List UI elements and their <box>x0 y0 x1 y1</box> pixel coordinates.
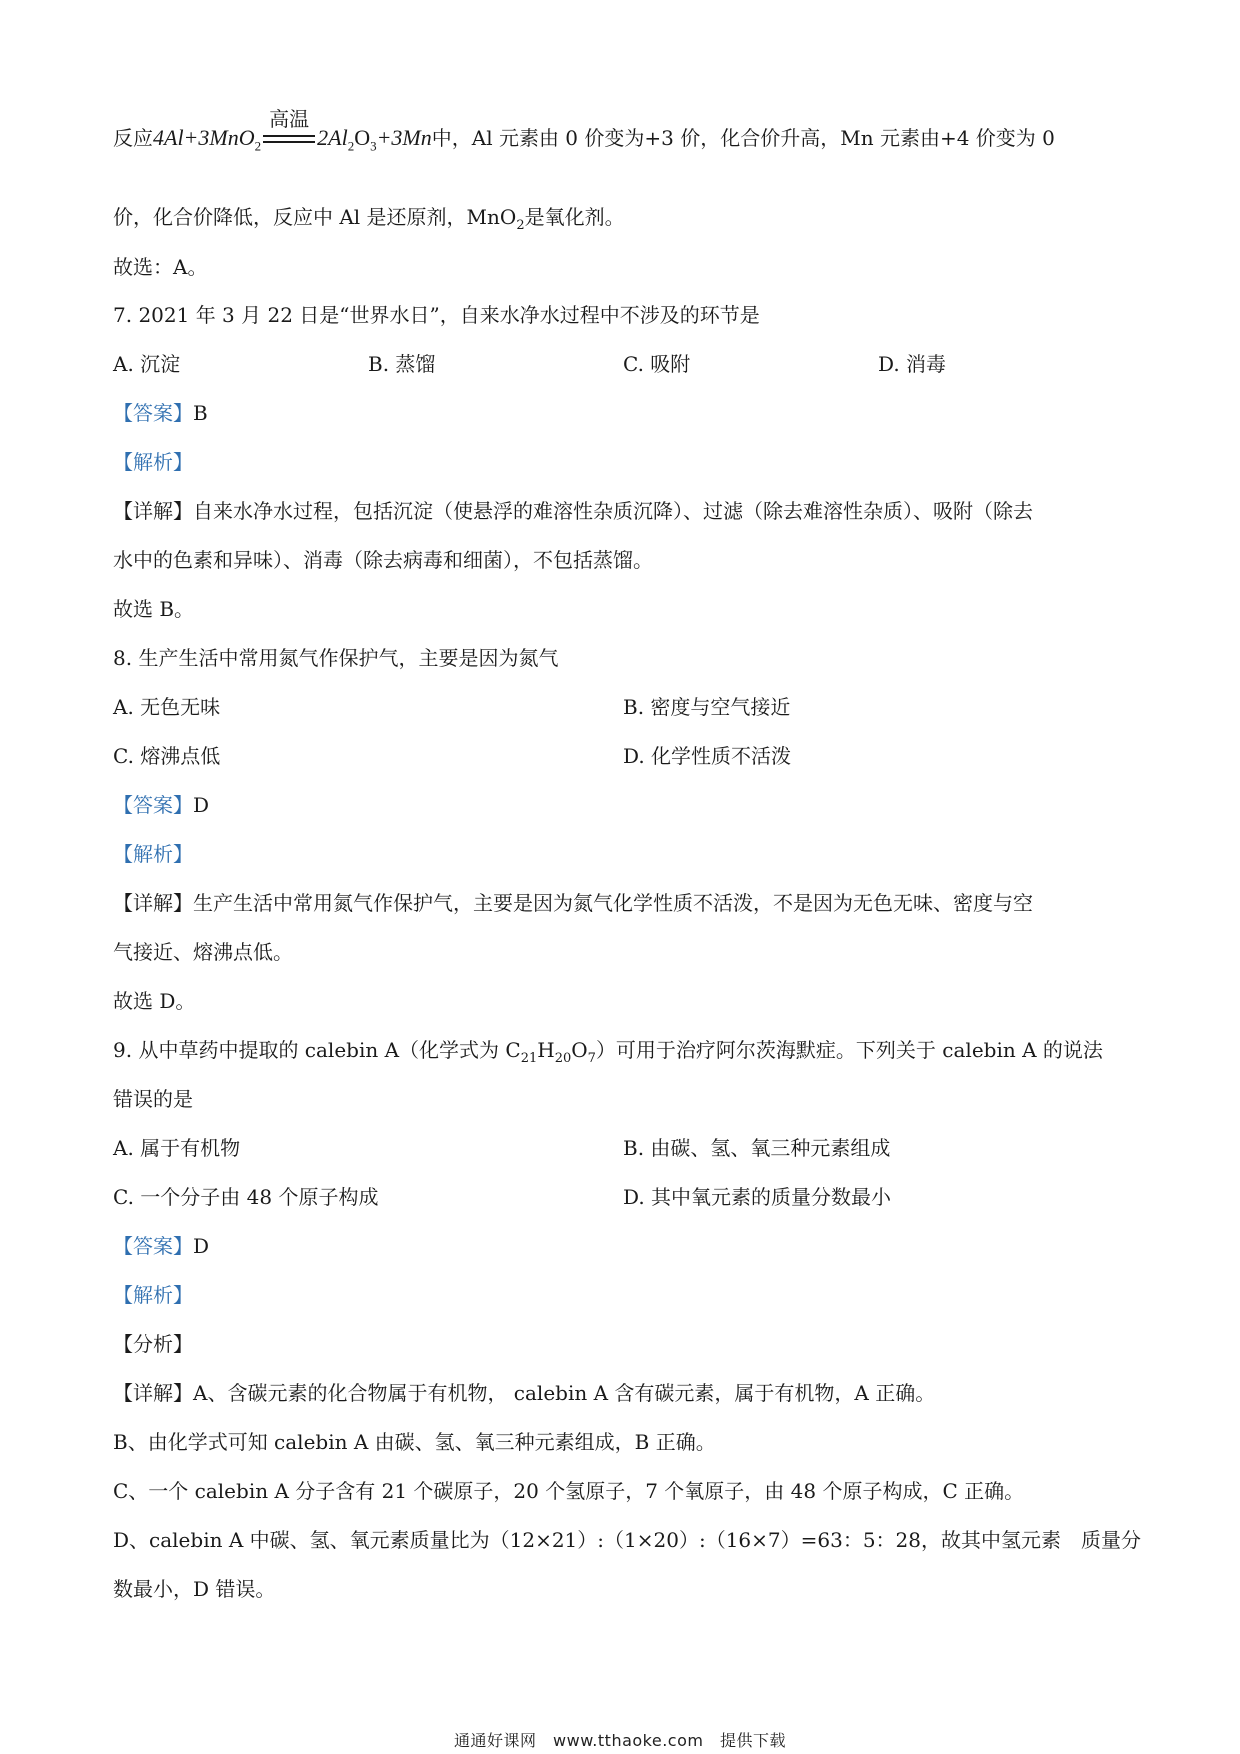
q8-detail-line-2: 气接近、熔沸点低。 <box>113 940 293 964</box>
q7-option-d: D. 消毒 <box>878 352 947 376</box>
equation-right: $2Al_2O_3+3Mn$ <box>317 125 432 154</box>
q7-option-a: A. 沉淀 <box>113 352 181 376</box>
q9-detail-line-d2: 数最小，D 错误。 <box>113 1577 276 1601</box>
q8-option-c: C. 熔沸点低 <box>113 744 221 768</box>
q7-stem: 7. 2021 年 3 月 22 日是“世界水日”，自来水净水过程中不涉及的环节是 <box>113 303 760 327</box>
equation-suffix: 中，Al 元素由 0 价变为+3 价，化合价升高，Mn 元素由+4 价变为 0 <box>431 126 1055 150</box>
q8-detail-line-1: 【详解】生产生活中常用氮气作保护气，主要是因为氮气化学性质不活泼，不是因为无色无味、密度与空 <box>113 891 1033 915</box>
q8-stem: 8. 生产生活中常用氮气作保护气，主要是因为氮气 <box>113 646 559 670</box>
q9-analysis-heading: 【解析】 <box>113 1283 193 1307</box>
q8-option-d: D. 化学性质不活泼 <box>623 744 792 768</box>
q9-answer: 【答案】D <box>113 1234 210 1258</box>
q9-option-a: A. 属于有机物 <box>113 1136 241 1160</box>
q9-detail-line-d1: D、calebin A 中碳、氢、氧元素质量比为（12×21）:（1×20）:（16×7）=63：5：28，故其中氢元素 质量分 <box>113 1528 1142 1552</box>
q8-option-b: B. 密度与空气接近 <box>623 695 791 719</box>
q9-detail-line-b: B、由化学式可知 calebin A 由碳、氢、氧三种元素组成，B 正确。 <box>113 1430 716 1454</box>
q8-answer: 【答案】D <box>113 793 210 817</box>
q9-fenxi-heading: 【分析】 <box>113 1332 193 1356</box>
q7-detail-line-2: 水中的色素和异味）、消毒（除去病毒和细菌），不包括蒸馏。 <box>113 548 653 572</box>
q6-continuation: 价，化合价降低，反应中 Al 是还原剂，MnO$_2$是氧化剂。 <box>113 205 625 233</box>
equation-line <box>113 106 1132 166</box>
q7-option-c: C. 吸附 <box>623 352 691 376</box>
q8-conclusion: 故选 D。 <box>113 989 196 1013</box>
q8-option-a: A. 无色无味 <box>113 695 221 719</box>
q9-option-b: B. 由碳、氢、氧三种元素组成 <box>623 1136 891 1160</box>
q9-option-d: D. 其中氧元素的质量分数最小 <box>623 1185 892 1209</box>
q7-detail-line-1: 【详解】自来水净水过程，包括沉淀（使悬浮的难溶性杂质沉降）、过滤（除去难溶性杂质）、吸附（除去 <box>113 499 1033 523</box>
q6-conclusion: 故选：A。 <box>113 255 208 279</box>
q9-option-c: C. 一个分子由 48 个原子构成 <box>113 1185 379 1209</box>
q7-analysis-heading: 【解析】 <box>113 450 193 474</box>
q8-analysis-heading: 【解析】 <box>113 842 193 866</box>
q9-detail-line-1: 【详解】A、含碳元素的化合物属于有机物， calebin A 含有碳元素，属于有机物，A 正确。 <box>113 1381 936 1405</box>
reaction-condition-arrow <box>263 106 315 155</box>
q9-stem-line-1: 9. 从中草药中提取的 calebin A（化学式为 $C_{21}H_{20}O_7$）可用于治疗阿尔茨海默症。下列关于 calebin A 的说法 <box>113 1038 1103 1066</box>
equation-prefix: 反应 <box>113 126 153 150</box>
q7-option-b: B. 蒸馏 <box>368 352 436 376</box>
q9-stem-line-2: 错误的是 <box>113 1087 193 1111</box>
equation-left: 4Al+3MnO$_2$ <box>153 125 262 154</box>
q7-answer: 【答案】B <box>113 401 208 425</box>
q9-detail-line-c: C、一个 calebin A 分子含有 21 个碳原子，20 个氢原子，7 个氧原子，由 48 个原子构成，C 正确。 <box>113 1479 1025 1503</box>
reaction-condition: 高温 <box>269 106 310 131</box>
page-footer-watermark: 通通好课网 www.tthaoke.com 提供下载 <box>454 1731 786 1750</box>
q7-conclusion: 故选 B。 <box>113 597 195 621</box>
